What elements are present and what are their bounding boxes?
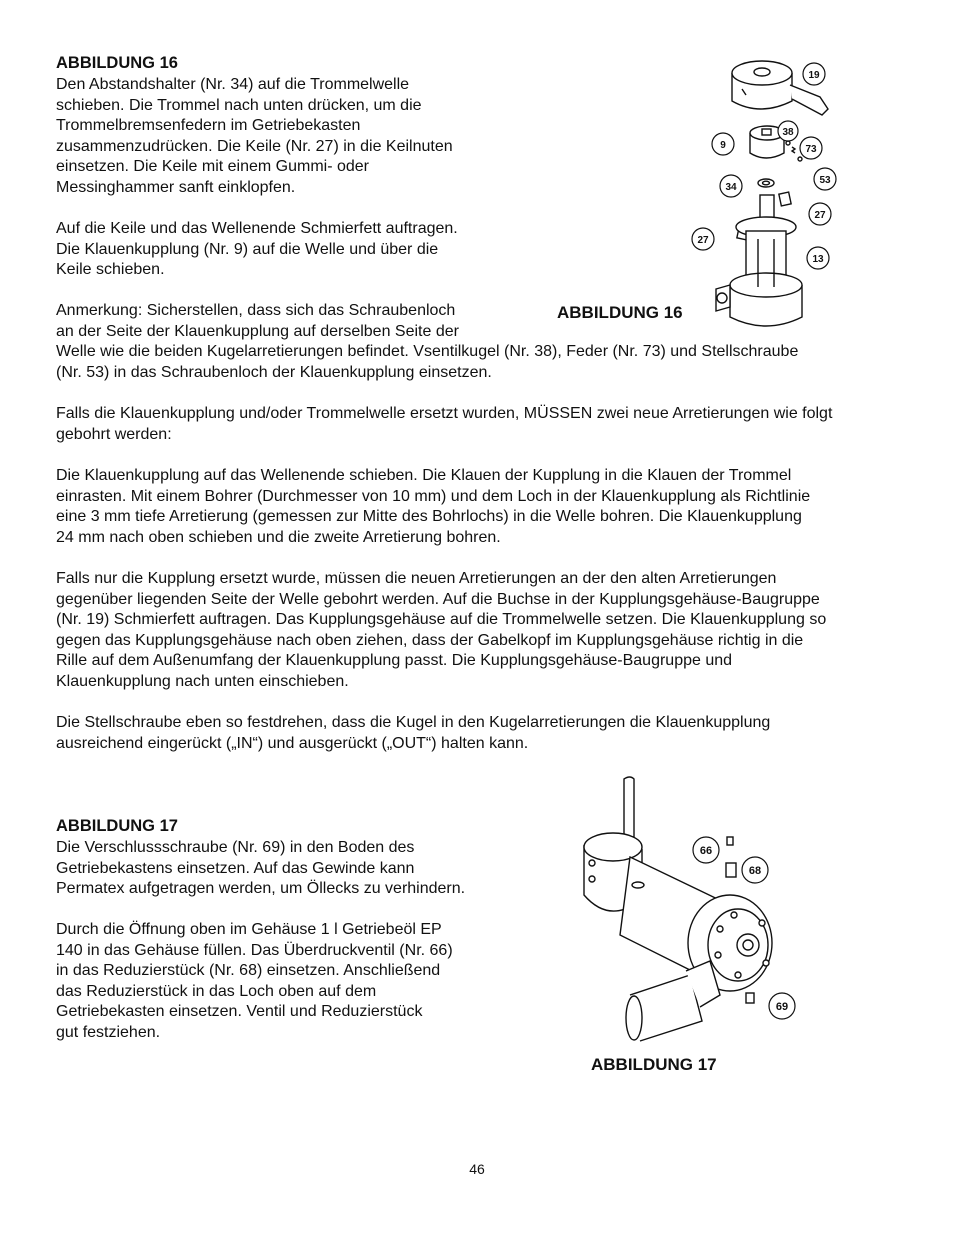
text-line: Falls nur die Kupplung ersetzt wurde, müssen die neuen Arretierungen an der den alten Arretierungen <box>56 570 777 587</box>
text-line: Permatex aufgetragen werden, um Öllecks zu verhindern. <box>56 880 466 898</box>
callout-label: 34 <box>725 182 737 193</box>
figure-17-caption: ABBILDUNG 17 <box>591 1055 717 1074</box>
callout-label: 73 <box>805 144 817 155</box>
text-line: in das Reduzierstück (Nr. 68) einsetzen. Anschließend <box>56 962 441 980</box>
callout-34 <box>720 175 742 197</box>
text-line: Die Klauenkupplung (Nr. 9) auf die Welle und über die <box>56 240 439 258</box>
callout-38 <box>778 121 798 141</box>
text-line: Klauenkupplung nach unten einschieben. <box>56 673 349 690</box>
callout-27-left <box>692 228 714 250</box>
callout-label: 38 <box>782 127 794 138</box>
text-line: Keile schieben. <box>56 261 165 279</box>
text-line: Rille auf dem Außenumfang der Klauenkupplung passt. Die Kupplungsgehäuse-Baugruppe und <box>56 652 733 670</box>
callout-label: 53 <box>819 175 831 186</box>
callout-label: 66 <box>699 845 713 857</box>
callout-label: 19 <box>808 70 820 81</box>
callout-73 <box>800 137 822 159</box>
figure-16-exploded-view <box>680 55 850 335</box>
text-line: (Nr. 19) Schmierfett auftragen. Das Kupplungsgehäuse auf die Trommelwelle setzen. Die Klauenkupplung so <box>56 611 827 629</box>
text-line: Die Klauenkupplung auf das Wellenende schieben. Die Klauen der Kupplung in die Klauen der Trommel <box>56 467 792 484</box>
text-line: Trommelbremsenfedern im Getriebekasten <box>56 117 361 135</box>
text-line: eine 3 mm tiefe Arretierung (gemessen zur Mitte des Bohrlochs) in die Welle bohren. Die Klauenkupplung <box>56 508 802 526</box>
text-line: Den Abstandshalter (Nr. 34) auf die Trommelwelle <box>56 76 410 93</box>
callout-19 <box>803 63 825 85</box>
text-line: Getriebekasten einsetzen. Ventil und Reduzierstück <box>56 1003 423 1021</box>
text-line: Messinghammer sanft einklopfen. <box>56 179 296 196</box>
text-line: das Reduzierstück in das Loch oben auf dem <box>56 982 377 1000</box>
text-line: an der Seite der Klauenkupplung auf derselben Seite der <box>56 322 459 340</box>
figure-16-caption: ABBILDUNG 16 <box>557 303 683 322</box>
callout-label: 69 <box>775 1001 789 1013</box>
text-line: Welle wie die beiden Kugelarretierungen befindet. Vsentilkugel (Nr. 38), Feder (Nr. 73) und Stellschraube <box>56 343 799 361</box>
callout-label: 68 <box>748 865 762 877</box>
figure-17-winch-assembly <box>570 775 810 1045</box>
text-line: gut festziehen. <box>56 1024 161 1041</box>
callout-66 <box>693 837 719 863</box>
callout-label: 9 <box>720 140 726 151</box>
text-line: Die Verschlussschraube (Nr. 69) in den Boden des <box>56 839 415 856</box>
callout-9 <box>712 133 734 155</box>
text-line: Auf die Keile und das Wellenende Schmierfett auftragen. <box>56 220 458 237</box>
text-line: Die Stellschraube eben so festdrehen, dass die Kugel in den Kugelarretierungen die Klauenkupplung <box>56 714 771 731</box>
text-line: einrasten. Mit einem Bohrer (Durchmesser von 10 mm) und dem Loch in der Klauenkupplung als Richtlinie <box>56 487 811 505</box>
text-line: zusammenzudrücken. Die Keile (Nr. 27) in die Keilnuten <box>56 137 453 155</box>
section-16-heading: ABBILDUNG 16 <box>56 54 178 72</box>
text-line: ausreichend eingerückt („IN“) und ausgerückt („OUT“) halten kann. <box>56 734 529 752</box>
text-line: Falls die Klauenkupplung und/oder Trommelwelle ersetzt wurden, MÜSSEN zwei neue Arretierungen wie folgt <box>56 405 833 422</box>
text-line: einsetzen. Die Keile mit einem Gummi- oder <box>56 158 370 176</box>
callout-68 <box>742 857 768 883</box>
text-line: Durch die Öffnung oben im Gehäuse 1 l Getriebeöl EP <box>56 921 442 938</box>
page-number: 46 <box>469 1161 485 1177</box>
section-17-heading: ABBILDUNG 17 <box>56 817 178 835</box>
callout-27-right <box>809 203 831 225</box>
text-line: schieben. Die Trommel nach unten drücken, um die <box>56 96 422 114</box>
text-line: 140 in das Gehäuse füllen. Das Überdruckventil (Nr. 66) <box>56 941 453 959</box>
text-line: (Nr. 53) in das Schraubenloch der Klauenkupplung einsetzen. <box>56 363 492 381</box>
text-line: Anmerkung: Sicherstellen, dass sich das Schraubenloch <box>56 302 456 319</box>
callout-53 <box>814 168 836 190</box>
callout-label: 13 <box>812 254 824 265</box>
text-line: gegen das Kupplungsgehäuse nach oben ziehen, dass der Gabelkopf im Kupplungsgehäuse richtig in die <box>56 631 804 649</box>
callout-label: 27 <box>814 210 826 221</box>
text-line: gebohrt werden: <box>56 425 172 443</box>
text-line: 24 mm nach oben schieben und die zweite Arretierung bohren. <box>56 528 501 546</box>
callout-label: 27 <box>697 235 709 246</box>
text-line: Getriebekastens einsetzen. Auf das Gewinde kann <box>56 859 415 877</box>
callout-69 <box>769 993 795 1019</box>
callout-13 <box>807 247 829 269</box>
text-line: gegenüber liegenden Seite der Welle gebohrt werden. Auf die Buchse in der Kupplungsgehäuse-Baugruppe <box>56 590 820 608</box>
